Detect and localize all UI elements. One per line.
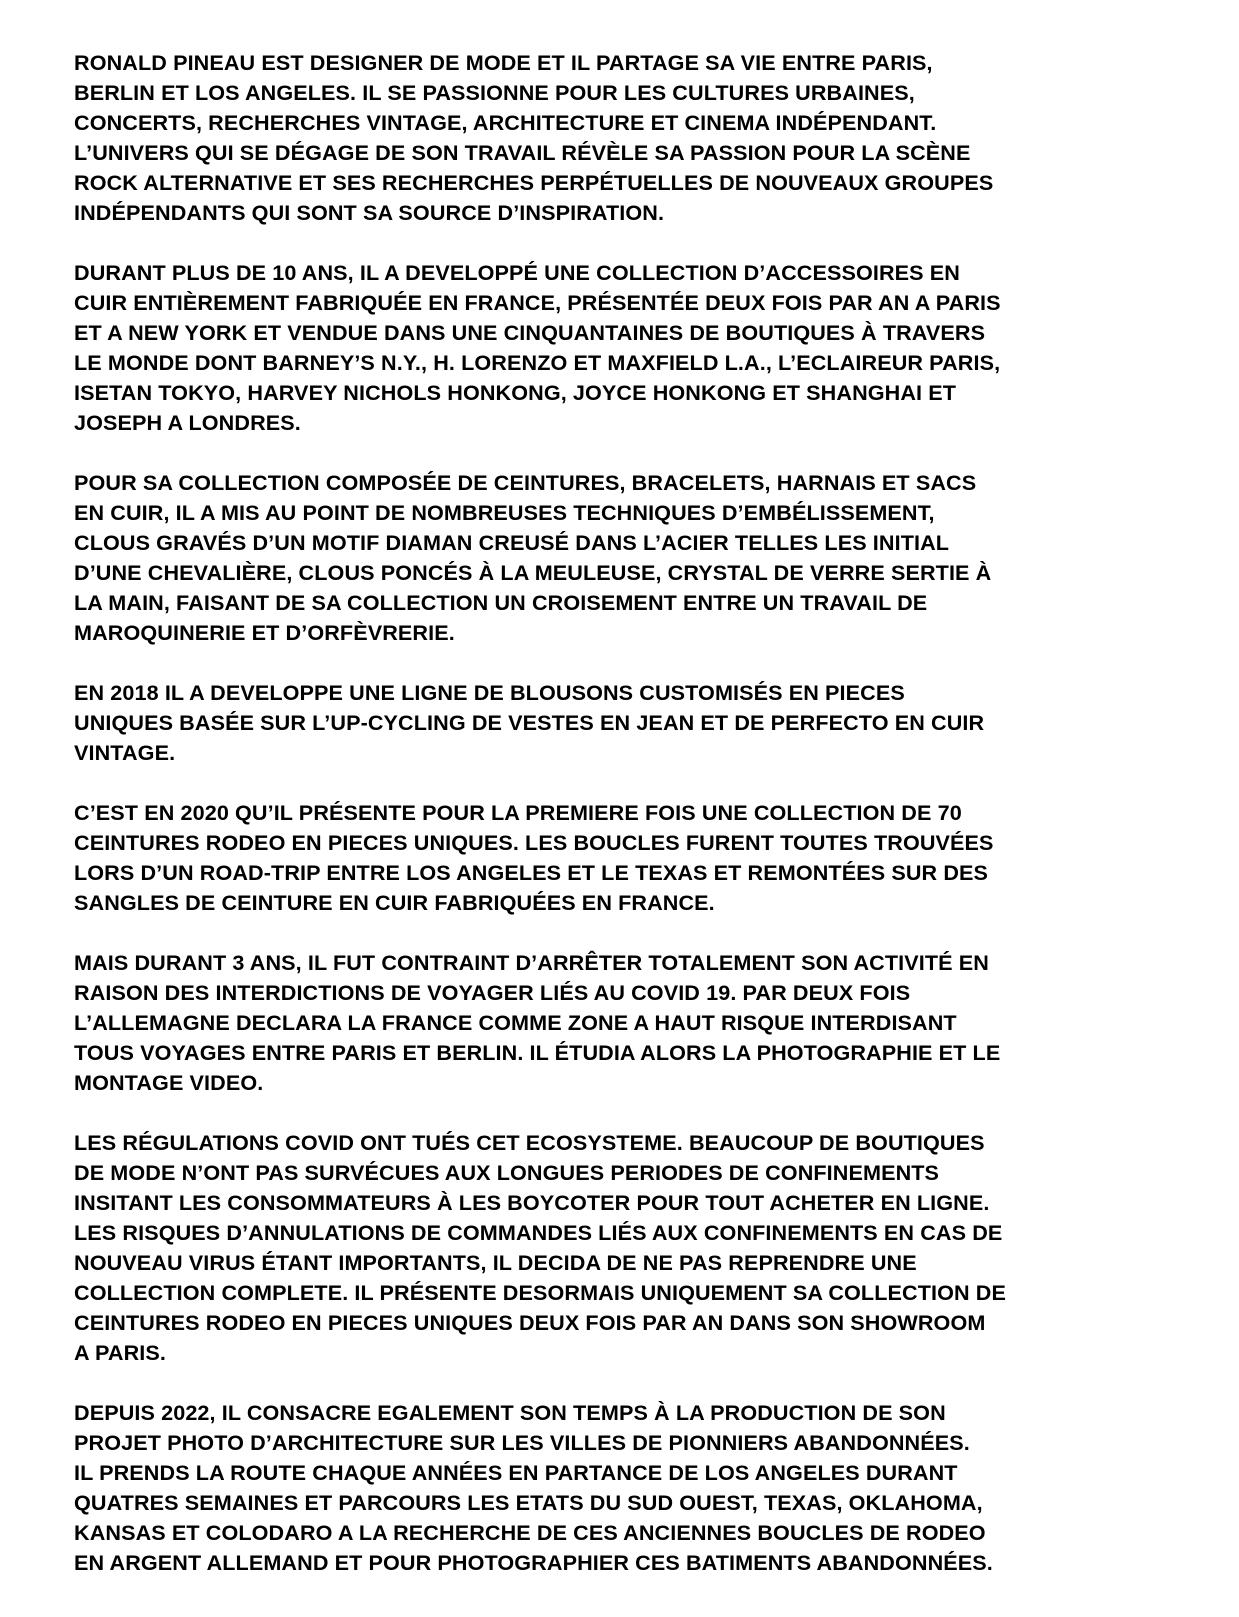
text-line: LORS D’UN ROAD-TRIP ENTRE LOS ANGELES ET LE TEXAS ET REMONTÉES SUR DES (74, 860, 989, 885)
paragraph-accessories (74, 258, 1184, 438)
text-line: QUATRES SEMAINES ET PARCOURS LES ETATS DU SUD OUEST, TEXAS, OKLAHOMA, (74, 1490, 983, 1515)
text-line: UNIQUES BASÉE SUR L’UP-CYCLING DE VESTES EN JEAN ET DE PERFECTO EN CUIR (74, 710, 985, 735)
text-line: BERLIN ET LOS ANGELES. IL SE PASSIONNE POUR LES CULTURES URBAINES, (74, 80, 915, 105)
text-line: KANSAS ET COLODARO A LA RECHERCHE DE CES ANCIENNES BOUCLES DE RODEO (74, 1520, 986, 1545)
text-line: CEINTURES RODEO EN PIECES UNIQUES. LES BOUCLES FURENT TOUTES TROUVÉES (74, 830, 994, 855)
text-line: DE MODE N’ONT PAS SURVÉCUES AUX LONGUES PERIODES DE CONFINEMENTS (74, 1160, 940, 1185)
paragraph-techniques (74, 468, 1184, 648)
paragraph-covid-pause (74, 948, 1184, 1098)
text-line: VINTAGE. (74, 740, 176, 765)
text-line: CONCERTS, RECHERCHES VINTAGE, ARCHITECTURE ET CINEMA INDÉPENDANT. (74, 110, 937, 135)
text-line: IL PRENDS LA ROUTE CHAQUE ANNÉES EN PARTANCE DE LOS ANGELES DURANT (74, 1460, 958, 1485)
text-line: LES RÉGULATIONS COVID ONT TUÉS CET ECOSYSTEME. BEAUCOUP DE BOUTIQUES (74, 1130, 985, 1155)
text-line: ROCK ALTERNATIVE ET SES RECHERCHES PERPÉTUELLES DE NOUVEAUX GROUPES (74, 170, 994, 195)
paragraph-2018 (74, 678, 1184, 768)
text-line: C’EST EN 2020 QU’IL PRÉSENTE POUR LA PREMIERE FOIS UNE COLLECTION DE 70 (74, 800, 962, 825)
text-line: LA MAIN, FAISANT DE SA COLLECTION UN CROISEMENT ENTRE UN TRAVAIL DE (74, 590, 928, 615)
text-line: INDÉPENDANTS QUI SONT SA SOURCE D’INSPIRATION. (74, 200, 665, 225)
text-line: JOSEPH A LONDRES. (74, 410, 301, 435)
paragraph-intro (74, 48, 1184, 228)
text-line: INSITANT LES CONSOMMATEURS À LES BOYCOTER POUR TOUT ACHETER EN LIGNE. (74, 1190, 990, 1215)
text-line: EN 2018 IL A DEVELOPPE UNE LIGNE DE BLOUSONS CUSTOMISÉS EN PIECES (74, 680, 905, 705)
text-line: A PARIS. (74, 1340, 166, 1365)
text-line: POUR SA COLLECTION COMPOSÉE DE CEINTURES, BRACELETS, HARNAIS ET SACS (74, 470, 977, 495)
text-line: PROJET PHOTO D’ARCHITECTURE SUR LES VILLES DE PIONNIERS ABANDONNÉES. (74, 1430, 970, 1455)
text-line: LE MONDE DONT BARNEY’S N.Y., H. LORENZO ET MAXFIELD L.A., L’ECLAIREUR PARIS, (74, 350, 1001, 375)
text-line: MAIS DURANT 3 ANS, IL FUT CONTRAINT D’ARRÊTER TOTALEMENT SON ACTIVITÉ EN (74, 950, 989, 975)
text-line: L’UNIVERS QUI SE DÉGAGE DE SON TRAVAIL RÉVÈLE SA PASSION POUR LA SCÈNE (74, 140, 971, 165)
document-page (74, 48, 1184, 1578)
paragraph-regulations (74, 1128, 1184, 1368)
paragraph-2022 (74, 1398, 1184, 1578)
text-line: NOUVEAU VIRUS ÉTANT IMPORTANTS, IL DECIDA DE NE PAS REPRENDRE UNE (74, 1250, 917, 1275)
text-line: CUIR ENTIÈREMENT FABRIQUÉE EN FRANCE, PRÉSENTÉE DEUX FOIS PAR AN A PARIS (74, 290, 1001, 315)
text-line: EN ARGENT ALLEMAND ET POUR PHOTOGRAPHIER CES BATIMENTS ABANDONNÉES. (74, 1550, 993, 1575)
text-line: COLLECTION COMPLETE. IL PRÉSENTE DESORMAIS UNIQUEMENT SA COLLECTION DE (74, 1280, 1006, 1305)
text-line: MONTAGE VIDEO. (74, 1070, 264, 1095)
text-line: ET A NEW YORK ET VENDUE DANS UNE CINQUANTAINES DE BOUTIQUES À TRAVERS (74, 320, 986, 345)
text-line: SANGLES DE CEINTURE EN CUIR FABRIQUÉES EN FRANCE. (74, 890, 715, 915)
text-line: TOUS VOYAGES ENTRE PARIS ET BERLIN. IL ÉTUDIA ALORS LA PHOTOGRAPHIE ET LE (74, 1040, 1001, 1065)
text-line: D’UNE CHEVALIÈRE, CLOUS PONCÉS À LA MEULEUSE, CRYSTAL DE VERRE SERTIE À (74, 560, 992, 585)
text-line: L’ALLEMAGNE DECLARA LA FRANCE COMME ZONE A HAUT RISQUE INTERDISANT (74, 1010, 957, 1035)
paragraph-2020 (74, 798, 1184, 918)
text-line: CLOUS GRAVÉS D’UN MOTIF DIAMAN CREUSÉ DANS L’ACIER TELLES LES INITIAL (74, 530, 950, 555)
text-line: DURANT PLUS DE 10 ANS, IL A DEVELOPPÉ UNE COLLECTION D’ACCESSOIRES EN (74, 260, 960, 285)
text-line: RONALD PINEAU EST DESIGNER DE MODE ET IL PARTAGE SA VIE ENTRE PARIS, (74, 50, 933, 75)
text-line: CEINTURES RODEO EN PIECES UNIQUES DEUX FOIS PAR AN DANS SON SHOWROOM (74, 1310, 986, 1335)
text-line: EN CUIR, IL A MIS AU POINT DE NOMBREUSES TECHNIQUES D’EMBÉLISSEMENT, (74, 500, 935, 525)
text-line: ISETAN TOKYO, HARVEY NICHOLS HONKONG, JOYCE HONKONG ET SHANGHAI ET (74, 380, 957, 405)
text-line: LES RISQUES D’ANNULATIONS DE COMMANDES LIÉS AUX CONFINEMENTS EN CAS DE (74, 1220, 1003, 1245)
text-line: DEPUIS 2022, IL CONSACRE EGALEMENT SON TEMPS À LA PRODUCTION DE SON (74, 1400, 946, 1425)
text-line: MAROQUINERIE ET D’ORFÈVRERIE. (74, 620, 455, 645)
text-line: RAISON DES INTERDICTIONS DE VOYAGER LIÉS AU COVID 19. PAR DEUX FOIS (74, 980, 911, 1005)
